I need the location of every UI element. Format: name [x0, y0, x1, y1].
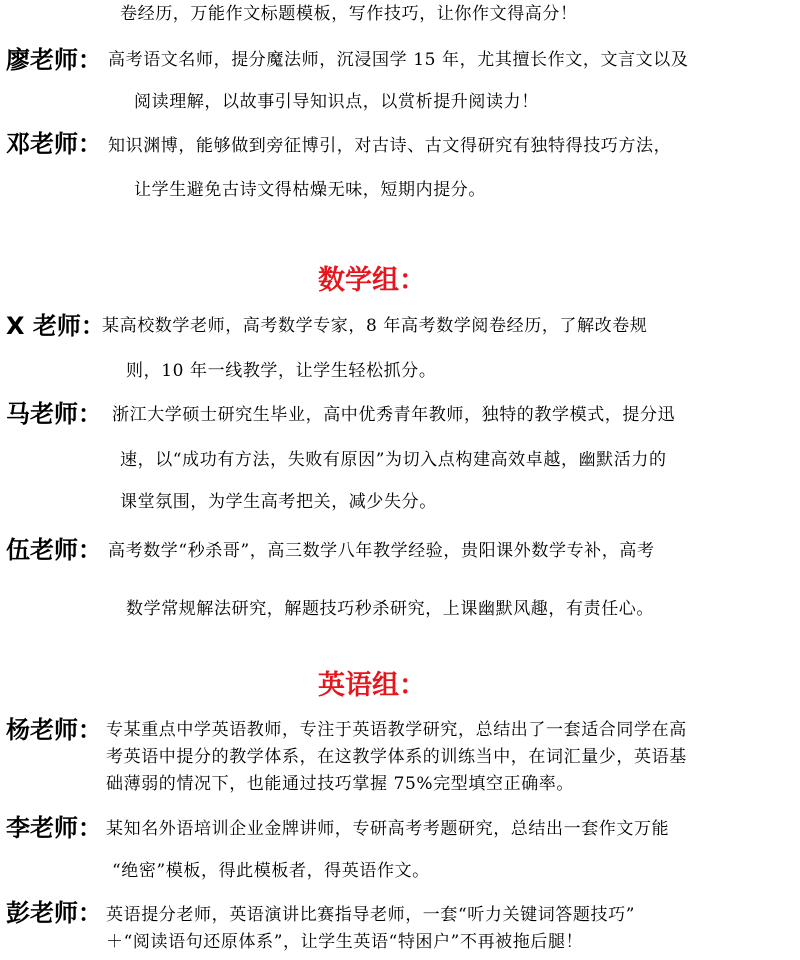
teacher-description-line: 考英语中提分的教学体系，在这教学体系的训练当中，在词汇量少，英语基	[106, 747, 687, 767]
teacher-name: 邓老师：	[6, 130, 102, 158]
teacher-name: 杨老师：	[6, 716, 102, 744]
teacher-description-line: 知识渊博，能够做到旁征博引，对古诗、古文得研究有独特得技巧方法，	[108, 136, 672, 156]
teacher-description-line: 让学生避免古诗文得枯燥无味，短期内提分。	[134, 180, 486, 200]
teacher-name: 彭老师：	[6, 899, 102, 927]
teacher-description-line: “绝密”模板，得此模板者，得英语作文。	[112, 861, 430, 881]
teacher-description-line: 阅读理解，以故事引导知识点，以赏析提升阅读力！	[134, 92, 539, 112]
intro-text-line: 卷经历，万能作文标题模板，写作技巧，让你作文得高分！	[120, 4, 578, 24]
teacher-name: 伍老师：	[6, 536, 102, 564]
teacher-description-line: 则，10 年一线教学，让学生轻松抓分。	[126, 361, 437, 381]
teacher-description-line: 专某重点中学英语教师，专注于英语教学研究，总结出了一套适合同学在高	[106, 720, 687, 740]
teacher-name: 李老师：	[6, 814, 102, 842]
math-group-title: 数学组：	[318, 265, 426, 296]
teacher-description-line: 数学常规解法研究，解题技巧秒杀研究，上课幽默风趣，有责任心。	[126, 599, 654, 619]
teacher-description-line: 速，以“成功有方法，失败有原因”为切入点构建高效卓越，幽默活力的	[120, 450, 667, 470]
teacher-description-line: 课堂氛围，为学生高考把关，减少失分。	[120, 492, 437, 512]
teacher-description-line: 高考语文名师，提分魔法师，沉浸国学 15 年，尤其擅长作文，文言文以及	[108, 50, 689, 70]
teacher-description-line: 础薄弱的情况下，也能通过技巧掌握 75%完型填空正确率。	[106, 774, 574, 794]
teacher-description-line: 某高校数学老师，高考数学专家，8 年高考数学阅卷经历，了解改卷规	[102, 316, 648, 336]
teacher-description-line: ＋“阅读语句还原体系”，让学生英语“特困户”不再被拖后腿！	[106, 932, 584, 952]
teacher-description-line: 英语提分老师，英语演讲比赛指导老师，一套“听力关键词答题技巧”	[106, 905, 635, 925]
teacher-name: X 老师：	[6, 312, 105, 340]
teacher-name: 马老师：	[6, 400, 102, 428]
teacher-description-line: 高考数学“秒杀哥”，高三数学八年教学经验，贵阳课外数学专补，高考	[108, 541, 655, 561]
teacher-description-line: 浙江大学硕士研究生毕业，高中优秀青年教师，独特的教学模式，提分迅	[112, 405, 676, 425]
english-group-title: 英语组：	[318, 670, 426, 701]
teacher-name: 廖老师：	[6, 46, 102, 74]
teacher-description-line: 某知名外语培训企业金牌讲师，专研高考考题研究，总结出一套作文万能	[106, 819, 670, 839]
